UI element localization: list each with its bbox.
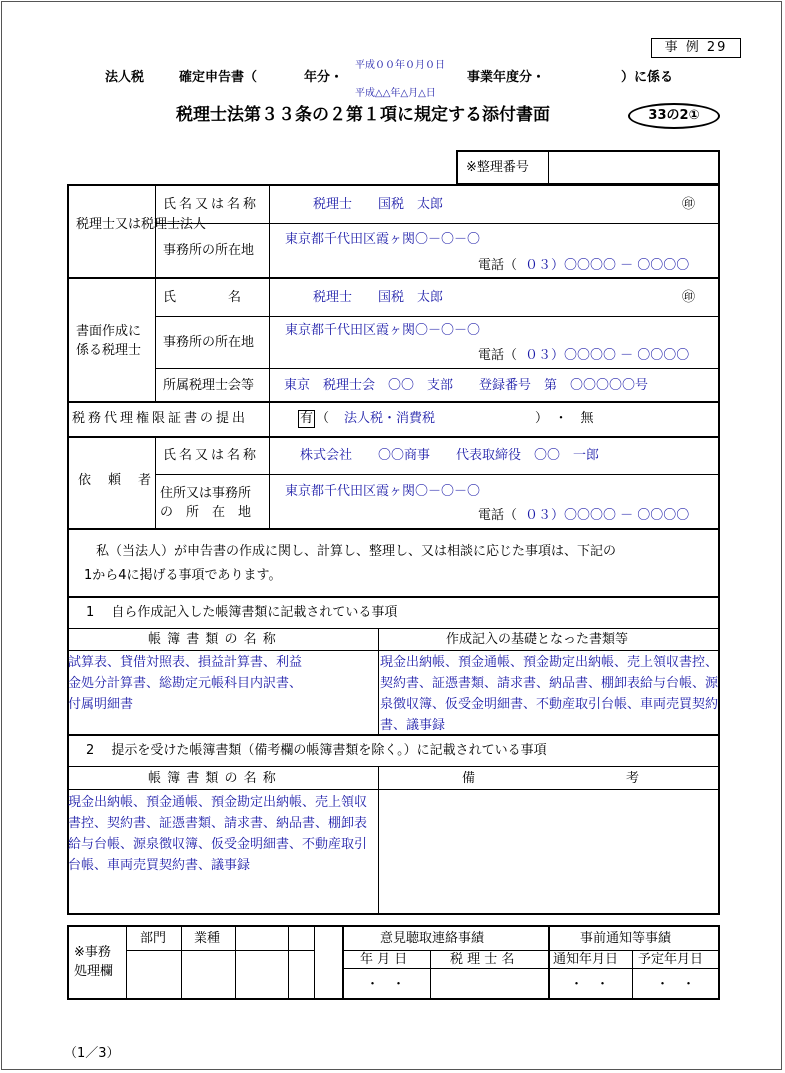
preparer-seal: ㊞ (682, 290, 696, 305)
office-accountant-name: 税 理 士 名 (450, 952, 515, 967)
accountant-office-value: 東京都千代田区霞ヶ関〇－〇－〇 (285, 232, 481, 247)
preparer-office-label: 事務所の所在地 (163, 335, 255, 350)
year-suffix: 年分・ (304, 70, 344, 85)
accountant-office-label: 事務所の所在地 (163, 243, 255, 258)
poa-detail: 法人税・消費税 (344, 411, 436, 426)
page-number: （1／3） (64, 1046, 120, 1061)
header-close: ）に係る (621, 70, 674, 85)
section2-col-names: 帳 簿 書 類 の 名 称 (148, 771, 277, 786)
preparer-phone-value: ０３）〇〇〇〇 － 〇〇〇〇 (525, 348, 690, 363)
client-address-value: 東京都千代田区霞ヶ関〇－〇－〇 (285, 484, 481, 499)
poa-label: 税務代理権限証書の提出 (72, 411, 249, 426)
accountant-name-label: 氏名又は名称 (163, 197, 260, 212)
client-phone-value: ０３）〇〇〇〇 － 〇〇〇〇 (525, 508, 690, 523)
section1-title: 1 自ら作成記入した帳簿書類に記載されている事項 (86, 605, 398, 620)
section2-col-remarks-b: 考 (626, 771, 640, 786)
section1-col-names: 帳 簿 書 類 の 名 称 (148, 632, 277, 647)
client-address-label-2: の 所 在 地 (160, 505, 252, 520)
accountant-section-label: 税理士又は税理士法人 (76, 217, 207, 232)
preparer-assoc-value: 東京 税理士会 〇〇 支部 登録番号 第 〇〇〇〇〇号 (284, 378, 649, 393)
statement-line-1: 私（当法人）が申告書の作成に関し、計算し、整理し、又は相談に応じた事項は、下記の (96, 544, 617, 559)
preparer-assoc-label: 所属税理士会等 (163, 378, 255, 393)
office-use-label-1: ※事務 (74, 945, 111, 960)
office-dept: 部門 (140, 931, 167, 946)
preparer-phone-label: 電話（ (478, 348, 518, 363)
accountant-name-value: 税理士 国税 太郎 (313, 197, 444, 212)
accountant-phone-label: 電話（ (478, 258, 518, 273)
ref-no-label: ※整理番号 (466, 160, 529, 175)
case-label: 事 例 29 (651, 38, 741, 58)
client-name-label: 氏名又は名称 (163, 448, 260, 463)
section2-title: 2 提示を受けた帳簿書類（備考欄の帳簿書類を除く。）に記載されている事項 (86, 743, 547, 758)
form-title: 税理士法第３３条の２第１項に規定する添付書面 (176, 105, 550, 125)
office-date-dots: ・ ・ (366, 977, 406, 992)
office-notice-dots: ・ ・ (570, 977, 610, 992)
office-use-label-2: 処理欄 (74, 964, 114, 979)
preparer-name-label: 氏 名 (163, 290, 242, 305)
accountant-phone-value: ０３）〇〇〇〇 － 〇〇〇〇 (525, 258, 690, 273)
office-planned-dots: ・ ・ (656, 977, 696, 992)
office-notice-date: 通知年月日 (553, 952, 619, 967)
preparer-section-label: 書面作成に係る税理士 (76, 324, 142, 358)
form-badge: 33の2① (628, 103, 720, 129)
office-prior: 事前通知等事績 (580, 931, 672, 946)
client-address-label-1: 住所又は事務所 (160, 486, 252, 501)
office-hearing: 意見聴取連絡事績 (380, 931, 485, 946)
section1-col-basis: 作成記入の基礎となった書類等 (446, 632, 629, 647)
client-name-value: 株式会社 〇〇商事 代表取締役 〇〇 一郎 (300, 448, 600, 463)
era-bottom: 平成△△年△月△日 (355, 88, 436, 99)
section1-basis: 現金出納帳、預金通帳、預金勘定出納帳、売上領収書控、契約書、証憑書類、請求書、納品書、棚卸表給与台帳、源泉徴収簿、仮受金明細書、不動産取引台帳、車両売買契約書、議事録 (380, 655, 719, 733)
office-date: 年 月 日 (360, 952, 408, 967)
client-section-label: 依 頼 者 (78, 473, 154, 488)
poa-yes: 有 (300, 411, 314, 426)
statement-line-2: 1から4に掲げる事項であります。 (84, 568, 282, 583)
poa-open: （ (316, 411, 330, 426)
return-type: 確定申告書（ (179, 70, 258, 85)
section2-col-remarks-a: 備 (462, 771, 476, 786)
section1-names: 試算表、貸借対照表、損益計算書、利益金処分計算書、総勘定元帳科目内訳書、付属明細書 (68, 655, 303, 712)
section2-names: 現金出納帳、預金通帳、預金勘定出納帳、売上領収書控、契約書、証憑書類、請求書、納品書、棚卸表給与台帳、源泉徴収簿、仮受金明細書、不動産取引台帳、車両売買契約書、議事録 (68, 795, 368, 873)
era-top: 平成００年０月０日 (355, 60, 445, 71)
preparer-name-value: 税理士 国税 太郎 (313, 290, 444, 305)
tax-name: 法人税 (105, 70, 145, 85)
poa-close: ） ・ 無 (535, 411, 594, 426)
accountant-seal: ㊞ (682, 197, 696, 212)
fiscal-year: 事業年度分・ (467, 70, 546, 85)
office-industry: 業種 (194, 931, 221, 946)
preparer-office-value: 東京都千代田区霞ヶ関〇－〇－〇 (285, 323, 481, 338)
client-phone-label: 電話（ (478, 508, 518, 523)
office-planned-date: 予定年月日 (638, 952, 704, 967)
